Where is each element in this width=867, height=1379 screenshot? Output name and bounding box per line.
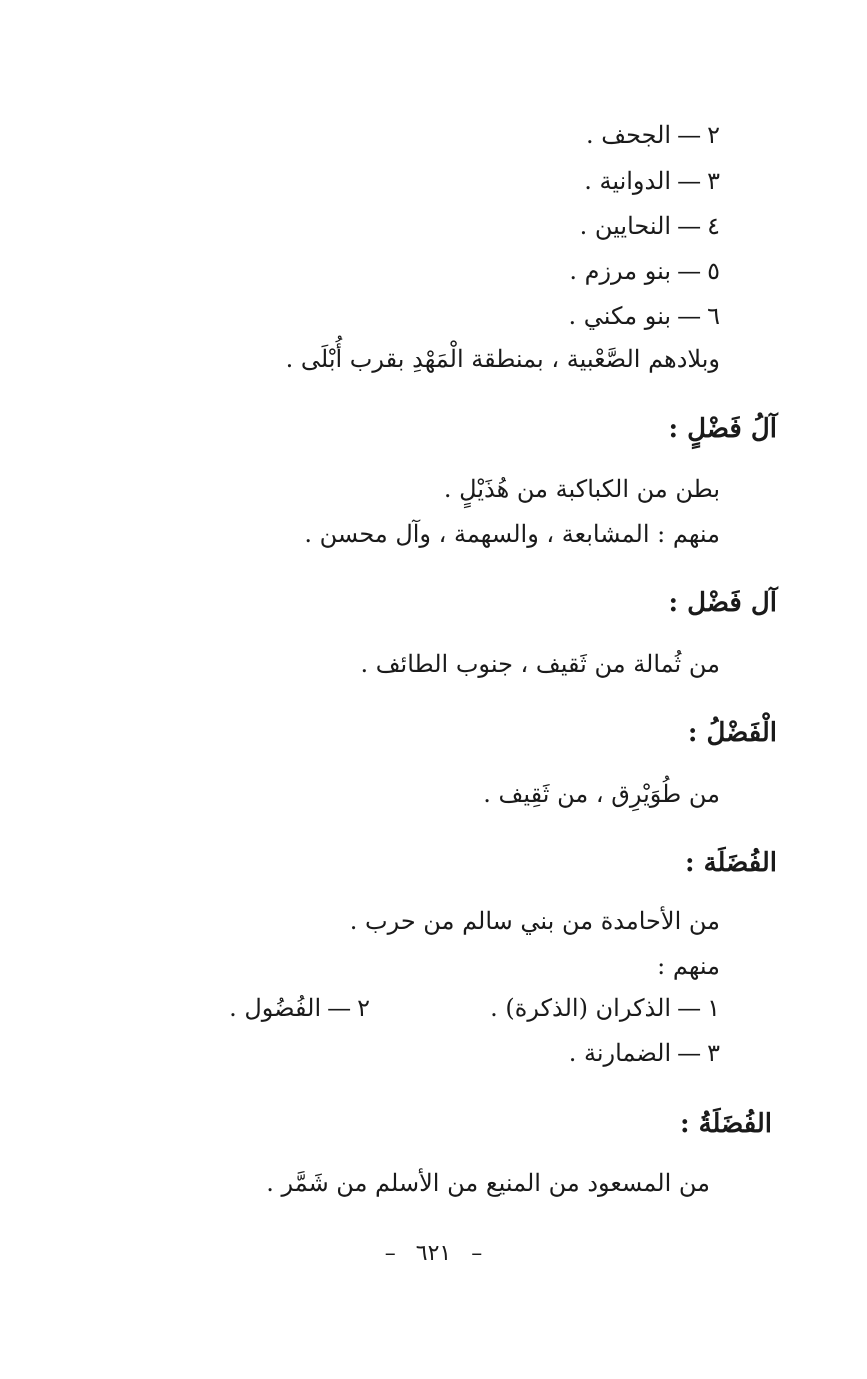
dash: — <box>677 121 702 149</box>
list-item <box>580 209 720 243</box>
list-text: الجحف . <box>586 121 672 149</box>
list-number: ٥ <box>707 257 720 285</box>
sublist-item <box>490 991 720 1025</box>
list-text: بنو مرزم . <box>569 257 672 285</box>
dash: — <box>677 302 702 330</box>
entry-heading: الفُضَلَة : <box>684 848 777 878</box>
list-text: الذكران (الذكرة) . <box>490 994 672 1022</box>
list-number: ٣ <box>707 1039 720 1067</box>
dash: — <box>677 167 702 195</box>
list-number: ٣ <box>707 167 720 195</box>
list-text: الفُضُول . <box>229 994 322 1022</box>
list-text: الضمارنة . <box>568 1039 672 1067</box>
list-note: وبلادهم الصَّعْبية ، بمنطقة الْمَهْدِ بقرب أُبْلَى . <box>285 345 720 373</box>
page-footer <box>0 1238 867 1270</box>
entry-line: منهم : المشابعة ، والسهمة ، وآل محسن . <box>304 520 720 548</box>
dash: — <box>677 1039 702 1067</box>
sublist-item <box>569 1036 720 1070</box>
list-number: ٦ <box>707 302 720 330</box>
entry-line: من المسعود من المنيع من الأسلم من شَمَّر . <box>266 1169 710 1197</box>
entry-heading: آل فَضْل : <box>668 588 777 618</box>
list-item <box>569 299 720 333</box>
dash: — <box>677 212 702 240</box>
list-text: بنو مكني . <box>568 302 672 330</box>
entry-heading: الْفَضْلُ : <box>687 718 777 748</box>
list-number: ٢ <box>357 994 370 1022</box>
dash: — <box>327 994 352 1022</box>
list-number: ٤ <box>707 212 720 240</box>
list-item <box>586 118 720 152</box>
entry-line: منهم : <box>657 952 720 980</box>
sublist-item <box>229 991 370 1025</box>
list-item <box>584 164 720 198</box>
list-item <box>569 254 720 288</box>
entry-line: بطن من الكباكبة من هُذَيْلٍ . <box>443 475 720 503</box>
dash: — <box>677 257 702 285</box>
dash: — <box>677 994 702 1022</box>
entry-heading: الفُضَلَةُ : <box>679 1109 772 1139</box>
entry-line: من ثُمالة من ثَقيف ، جنوب الطائف . <box>360 650 720 678</box>
entry-heading: آلُ فَضْلٍ : <box>668 414 777 444</box>
entry-line: من الأحامدة من بني سالم من حرب . <box>349 907 720 935</box>
list-number: ١ <box>707 994 720 1022</box>
page-number: ٦٢١ <box>415 1241 452 1266</box>
list-number: ٢ <box>707 121 720 149</box>
footer-dash-right: – <box>471 1241 483 1266</box>
entry-line: من طُوَيْرِق ، من ثَقِيف . <box>483 780 720 808</box>
list-text: النحايين . <box>579 212 672 240</box>
list-text: الدوانية . <box>584 167 672 195</box>
footer-dash-left: – <box>384 1241 396 1266</box>
